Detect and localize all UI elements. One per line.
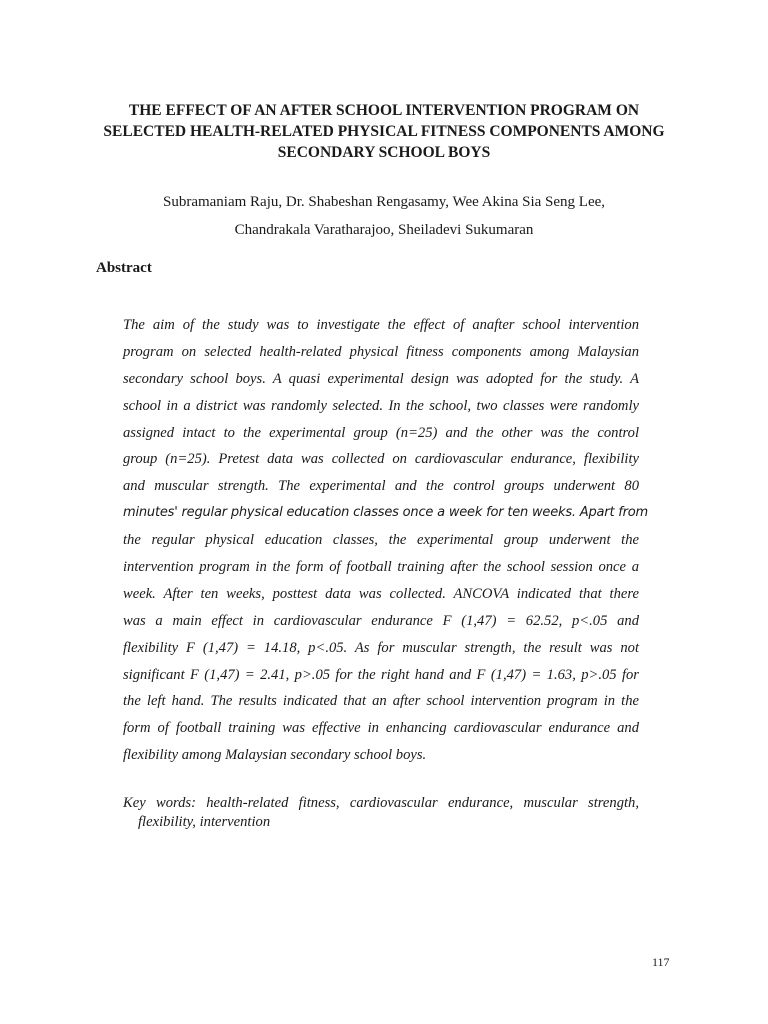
abstract-line: flexibility F (1,47) = 14.18, p<.05. As for muscular strength, the result was not [123, 639, 639, 656]
abstract-line: secondary school boys. A quasi experimental design was adopted for the study. A [123, 370, 639, 387]
abstract-line: significant F (1,47) = 2.41, p>.05 for the right hand and F (1,47) = 1.63, p>.05 for [123, 666, 639, 683]
abstract-body [123, 312, 649, 769]
title-line: SELECTED HEALTH-RELATED PHYSICAL FITNESS COMPONENTS AMONG [103, 123, 665, 140]
keywords [123, 794, 639, 832]
author-line: Chandrakala Varatharajoo, Sheiladevi Sukumaran [234, 222, 534, 238]
abstract-line: form of football training was effective in enhancing cardiovascular endurance and [123, 720, 639, 737]
page-number: 117 [652, 955, 670, 969]
paper-title [60, 100, 708, 163]
abstract-line: was a main effect in cardiovascular endurance F (1,47) = 62.52, p<.05 and [123, 612, 639, 629]
abstract-line: and muscular strength. The experimental and the control groups underwent 80 [123, 478, 639, 495]
author-list [60, 188, 708, 244]
abstract-line: intervention program in the form of football training after the school session once a [123, 559, 639, 576]
abstract-line: minutes' regular physical education classes once a week for ten weeks. Apart from [123, 505, 649, 521]
abstract-line: The aim of the study was to investigate the effect of anafter school intervention [123, 317, 639, 333]
author-line: Subramaniam Raju, Dr. Shabeshan Rengasamy, Wee Akina Sia Seng Lee, [162, 194, 606, 210]
abstract-line: the regular physical education classes, the experimental group underwent the [123, 532, 639, 549]
abstract-line: group (n=25). Pretest data was collected on cardiovascular endurance, flexibility [123, 451, 639, 468]
abstract-heading: Abstract [96, 260, 152, 276]
keywords-line: flexibility, intervention [138, 814, 271, 830]
title-line: SECONDARY SCHOOL BOYS [277, 144, 491, 161]
abstract-line: program on selected health-related physical fitness components among Malaysian [123, 343, 639, 360]
abstract-line: flexibility among Malaysian secondary school boys. [123, 747, 427, 764]
abstract-line: assigned intact to the experimental group (n=25) and the other was the control [123, 424, 639, 441]
title-line: THE EFFECT OF AN AFTER SCHOOL INTERVENTION PROGRAM ON [128, 102, 640, 119]
keywords-line: Key words: health-related fitness, cardiovascular endurance, muscular strength, [123, 795, 639, 811]
abstract-line: week. After ten weeks, posttest data was collected. ANCOVA indicated that there [123, 585, 639, 602]
abstract-line: the left hand. The results indicated that an after school intervention program in the [123, 693, 639, 710]
abstract-line: school in a district was randomly selected. In the school, two classes were randomly [123, 397, 639, 414]
